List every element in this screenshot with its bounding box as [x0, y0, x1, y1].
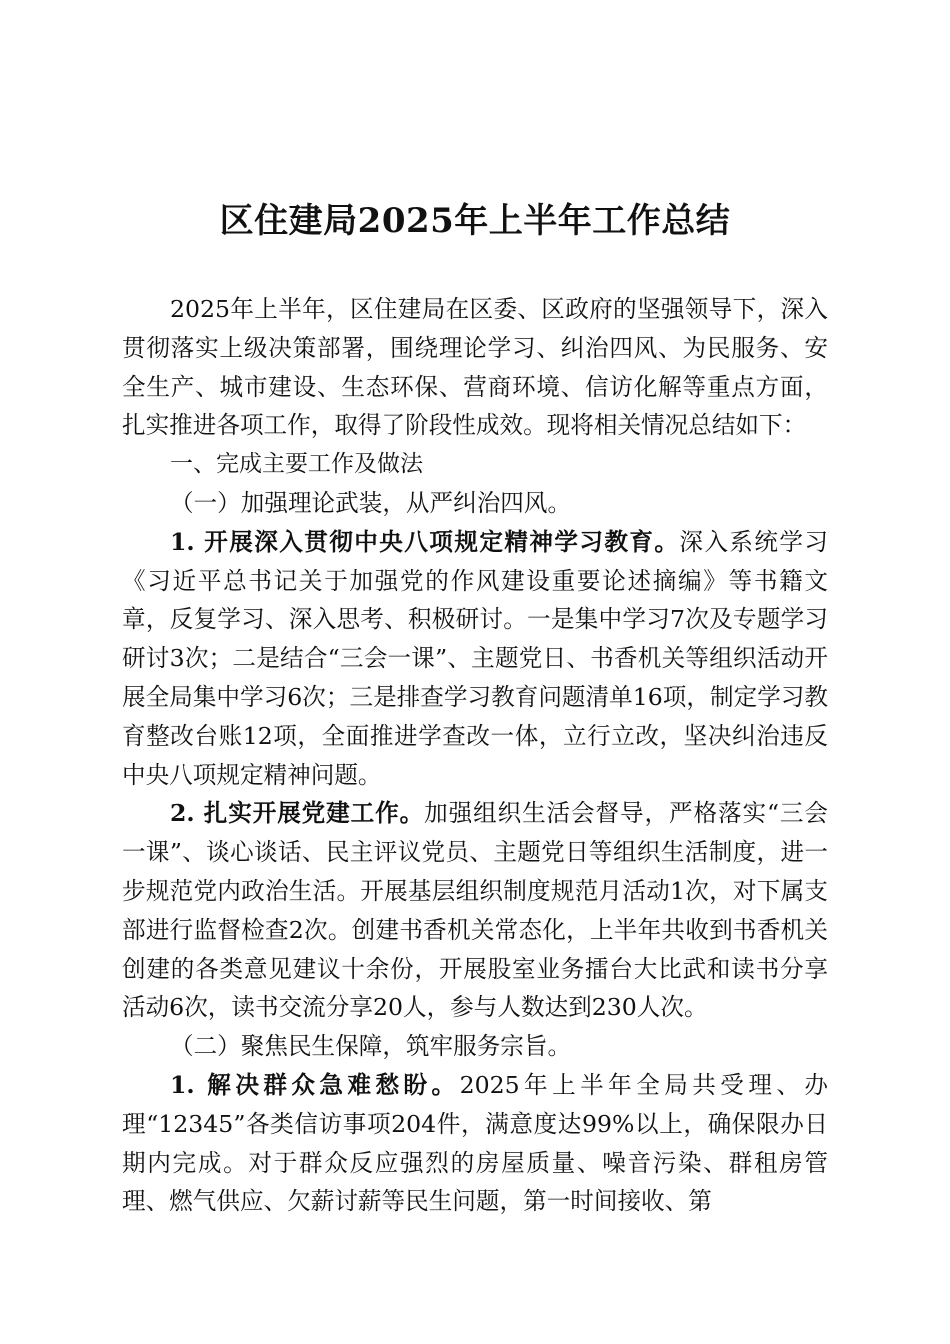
- intro-paragraph: 2025年上半年，区住建局在区委、区政府的坚强领导下，深入贯彻落实上级决策部署，围绕理论学习、纠治四风、为民服务、安全生产、城市建设、生态环保、营商环境、信访化解等重点方面，扎实推进各项工作，取得了阶段性成效。现将相关情况总结如下：: [122, 295, 828, 440]
- item-paragraph-1-2: [122, 794, 828, 1027]
- item-lead-2-1: 1. 解决群众急难愁盼。: [170, 1070, 460, 1099]
- document-body: [122, 290, 828, 1221]
- subsection-heading-2: （二）聚焦民生保障，筑牢服务宗旨。: [170, 1032, 572, 1061]
- section-heading-1: 一、完成主要工作及做法: [170, 451, 423, 478]
- item-paragraph-2-1: [122, 1066, 828, 1221]
- subsection-heading-1: （一）加强理论武装，从严纠治四风。: [170, 488, 572, 517]
- item-lead-1-2: 2. 扎实开展党建工作。: [170, 799, 425, 828]
- item-text-1-1: 深入系统学习《习近平总书记关于加强党的作风建设重要论述摘编》等书籍文章，反复学习、深入思考、积极研讨。一是集中学习7次及专题学习研讨3次；二是结合“三会一课”、主题党日、书香机关等组织活动开展全局集中学习6次；三是排查学习教育问题清单16项，制定学习教育整改台账12项，全面推进学查改一体，立行立改，坚决纠治违反中央八项规定精神问题。: [122, 527, 828, 789]
- item-paragraph-1-1: [122, 523, 828, 795]
- item-lead-1-1: 1. 开展深入贯彻中央八项规定精神学习教育。: [170, 527, 680, 556]
- item-text-1-2: 加强组织生活会督导，严格落实“三会一课”、谈心谈话、民主评议党员、主题党日等组织生活制度，进一步规范党内政治生活。开展基层组织制度规范月活动1次，对下属支部进行监督检查2次。创建书香机关常态化，上半年共收到书香机关创建的各类意见建议十余份，开展股室业务擂台大比武和读书分享活动6次，读书交流分享20人，参与人数达到230人次。: [122, 799, 828, 1022]
- document-title: 区住建局2025年上半年工作总结: [219, 201, 731, 241]
- item-text-2-1: 2025年上半年全局共受理、办理“12345”各类信访事项204件，满意度达99%以上，确保限办日期内完成。对于群众反应强烈的房屋质量、噪音污染、群租房管理、燃气供应、欠薪讨薪等民生问题，第一时间接收、第: [122, 1070, 828, 1216]
